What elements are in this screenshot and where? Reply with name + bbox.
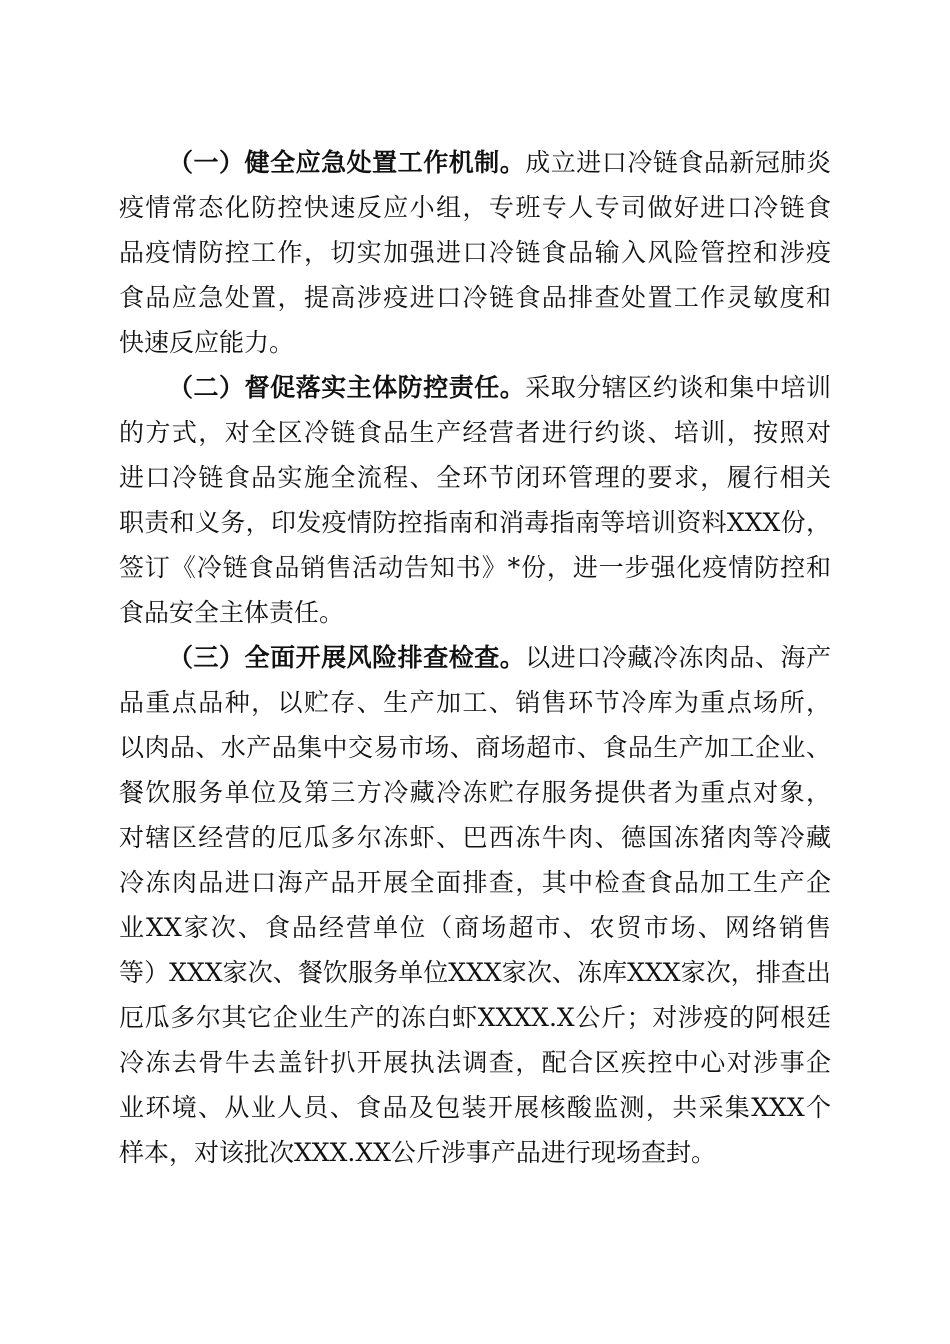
paragraph-3-line-11: 业环境、从业人员、食品及包装开展核酸监测，共采集XXX个	[119, 1093, 831, 1122]
paragraph-1-line-3: 品疫情防控工作，切实加强进口冷链食品输入风险管控和涉疫	[119, 238, 831, 267]
paragraph-3-line-5: 对辖区经营的厄瓜多尔冻虾、巴西冻牛肉、德国冻猪肉等冷藏	[119, 823, 831, 852]
paragraph-1-line-4: 食品应急处置，提高涉疫进口冷链食品排查处置工作灵敏度和	[119, 283, 831, 312]
paragraph-3-line-12: 样本，对该批次XXX.XX公斤涉事产品进行现场查封。	[119, 1138, 716, 1167]
paragraph-3-line-8: 等）XXX家次、餐饮服务单位XXX家次、冻库XXX家次，排查出	[119, 958, 831, 987]
paragraph-2-line-2: 的方式，对全区冷链食品生产经营者进行约谈、培训，按照对	[119, 418, 831, 447]
paragraph-3-line-7: 业XX家次、食品经营单位（商场超市、农贸市场、网络销售	[119, 913, 831, 942]
paragraph-3-line-2: 品重点品种，以贮存、生产加工、销售环节冷库为重点场所，	[119, 688, 831, 717]
paragraph-2-line-5: 签订《冷链食品销售活动告知书》*份，进一步强化疫情防控和	[119, 553, 831, 582]
paragraph-1-text: 成立进口冷链食品新冠肺炎	[525, 148, 831, 177]
paragraph-2-line-6: 食品安全主体责任。	[119, 598, 345, 627]
paragraph-3-line-3: 以肉品、水产品集中交易市场、商场超市、食品生产加工企业、	[119, 733, 831, 762]
paragraph-3-line-6: 冷冻肉品进口海产品开展全面排查，其中检查食品加工生产企	[119, 868, 831, 897]
paragraph-2-heading: （二）督促落实主体防控责任。	[168, 373, 526, 402]
paragraph-3-heading: （三）全面开展风险排查检查。	[168, 643, 526, 672]
paragraph-3-line-4: 餐饮服务单位及第三方冷藏冷冻贮存服务提供者为重点对象，	[119, 778, 831, 807]
paragraph-3-text: 以进口冷藏冷冻肉品、海产	[525, 643, 831, 672]
paragraph-1-heading: （一）健全应急处置工作机制。	[168, 148, 526, 177]
paragraph-2-line-1	[168, 366, 831, 410]
paragraph-1-line-2: 疫情常态化防控快速反应小组，专班专人专司做好进口冷链食	[119, 193, 831, 222]
paragraph-3-line-1	[168, 636, 831, 680]
paragraph-3-line-9: 厄瓜多尔其它企业生产的冻白虾XXXX.X公斤；对涉疫的阿根廷	[119, 1003, 831, 1032]
paragraph-2-line-4: 职责和义务，印发疫情防控指南和消毒指南等培训资料XXX份，	[119, 508, 831, 537]
paragraph-1-line-5: 快速反应能力。	[119, 328, 295, 357]
paragraph-2-text: 采取分辖区约谈和集中培训	[525, 373, 831, 402]
paragraph-3-line-10: 冷冻去骨牛去盖针扒开展执法调查，配合区疾控中心对涉事企	[119, 1048, 831, 1077]
paragraph-2-line-3: 进口冷链食品实施全流程、全环节闭环管理的要求，履行相关	[119, 463, 831, 492]
paragraph-1-line-1	[168, 141, 831, 185]
